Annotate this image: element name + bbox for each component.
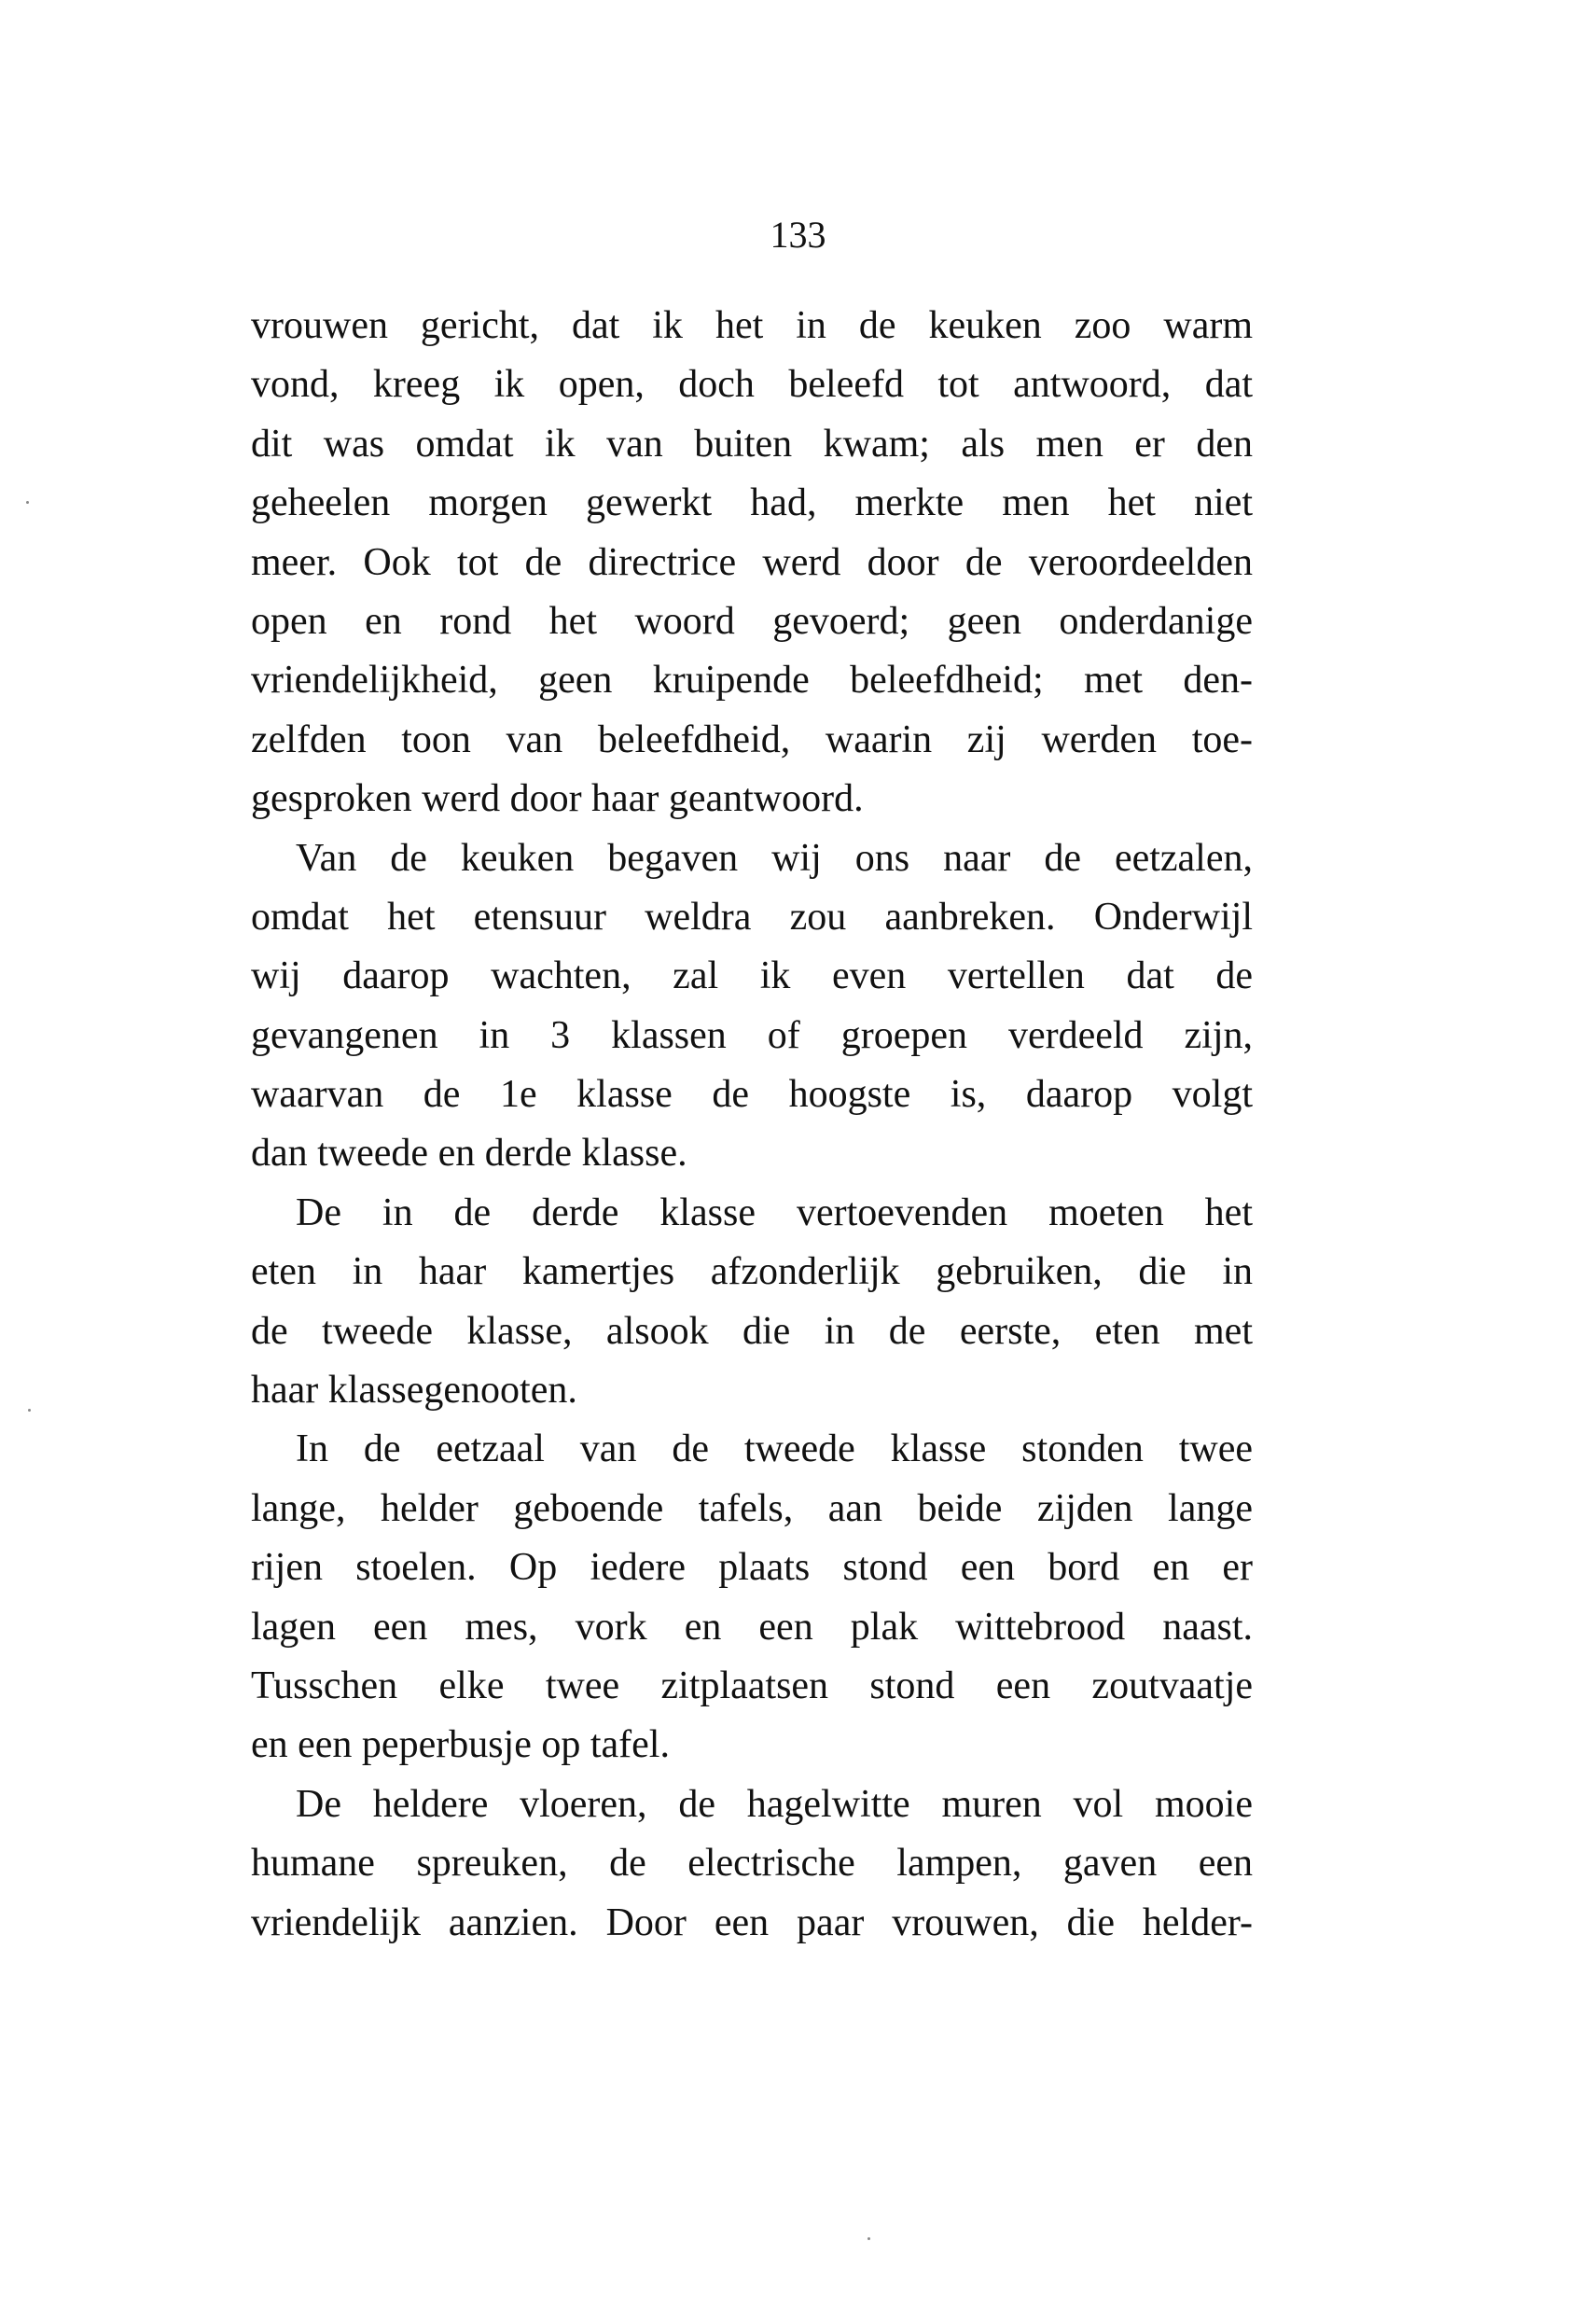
text-line: vond, kreeg ik open, doch beleefd tot antwoord, dat <box>251 363 1253 407</box>
text-line: de tweede klasse, alsook die in de eerste, eten met <box>251 1309 1253 1353</box>
text-line: haar klassegenooten. <box>251 1369 577 1413</box>
text-line: vriendelijkheid, geen kruipende beleefdheid; met den- <box>251 659 1253 703</box>
text-line: eten in haar kamertjes afzonderlijk gebruiken, die in <box>251 1250 1253 1294</box>
text-line: lange, helder geboende tafels, aan beide zijden lange <box>251 1486 1253 1530</box>
text-line: gevangenen in 3 klassen of groepen verdeeld zijn, <box>251 1013 1253 1057</box>
text-line: zelfden toon van beleefdheid, waarin zij werden toe- <box>251 717 1253 761</box>
text-line: De in de derde klasse vertoevenden moeten het <box>296 1190 1253 1234</box>
text-line: en een peperbusje op tafel. <box>251 1723 670 1767</box>
scan-speck <box>26 501 29 504</box>
text-line: dan tweede en derde klasse. <box>251 1132 687 1176</box>
text-line: vriendelijk aanzien. Door een paar vrouwen, die helder- <box>251 1900 1253 1944</box>
body-text <box>251 297 1253 1953</box>
text-line: dit was omdat ik van buiten kwam; als men er den <box>251 422 1253 466</box>
text-line: Tusschen elke twee zitplaatsen stond een zoutvaatje <box>251 1664 1253 1707</box>
text-line: meer. Ook tot de directrice werd door de veroordeelden <box>251 540 1253 584</box>
page-number: 133 <box>770 214 826 256</box>
text-line: gesproken werd door haar geantwoord. <box>251 777 864 821</box>
text-line: vrouwen gericht, dat ik het in de keuken zoo warm <box>251 304 1253 347</box>
text-line: lagen een mes, vork en een plak wittebrood naast. <box>251 1605 1253 1649</box>
scan-speck <box>867 2237 870 2240</box>
text-line: Van de keuken begaven wij ons naar de eetzalen, <box>296 836 1253 880</box>
scan-speck <box>28 1409 31 1412</box>
text-line: geheelen morgen gewerkt had, merkte men het niet <box>251 481 1253 525</box>
text-line: rijen stoelen. Op iedere plaats stond een bord en er <box>251 1546 1253 1590</box>
text-line: De heldere vloeren, de hagelwitte muren vol mooie <box>296 1782 1253 1826</box>
text-line: wij daarop wachten, zal ik even vertellen dat de <box>251 954 1253 998</box>
text-line: humane spreuken, de electrische lampen, gaven een <box>251 1842 1253 1886</box>
text-line: In de eetzaal van de tweede klasse stonden twee <box>296 1427 1253 1471</box>
text-line: omdat het etensuur weldra zou aanbreken. Onderwijl <box>251 895 1253 939</box>
text-line: open en rond het woord gevoerd; geen onderdanige <box>251 599 1253 643</box>
text-line: waarvan de 1e klasse de hoogste is, daarop volgt <box>251 1073 1253 1117</box>
